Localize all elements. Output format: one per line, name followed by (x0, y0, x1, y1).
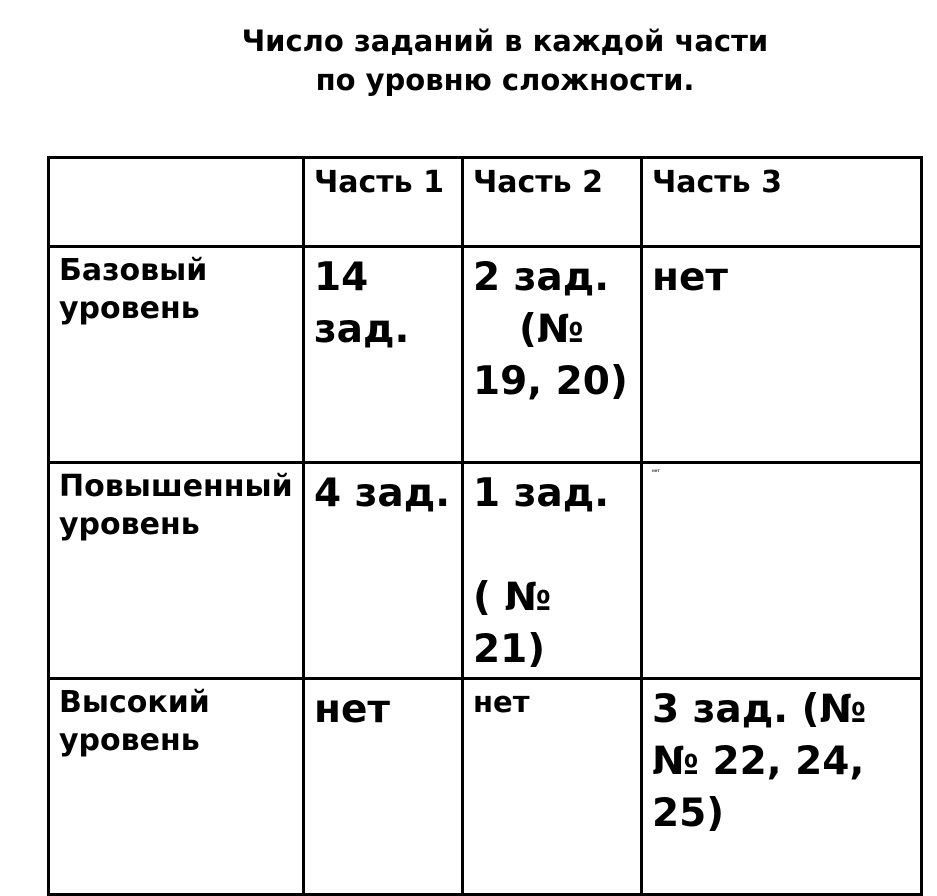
table-row-advanced (49, 463, 922, 679)
cell-basic-part2 (463, 247, 642, 463)
cell-high-part1: нет (304, 679, 463, 895)
cell-advanced-part2-count: 1 зад. (473, 471, 610, 516)
cell-basic-part3: нет (642, 247, 922, 463)
page-title (0, 22, 937, 100)
table-row-high (49, 679, 922, 895)
header-cell-part1: Часть 1 (304, 158, 463, 247)
cell-high-part2: нет (463, 679, 642, 895)
cell-advanced-part2 (463, 463, 642, 679)
cell-basic-part2-count: 2 зад. (473, 255, 610, 300)
cell-basic-part2-numbers: (№ 19, 20) (473, 307, 628, 404)
difficulty-table (47, 156, 923, 896)
header-cell-part2: Часть 2 (463, 158, 642, 247)
cell-advanced-part2-numbers: ( № 21) (473, 575, 552, 672)
title-line-1: Число заданий в каждой части (241, 24, 769, 58)
title-line-2: по уровню сложности. (315, 63, 695, 97)
row-label-advanced: Повышенный уровень (49, 463, 304, 679)
row-label-high: Высокий уровень (49, 679, 304, 895)
cell-advanced-part3: нет (642, 463, 922, 679)
cell-advanced-part2-gap (473, 520, 632, 572)
table-row-basic (49, 247, 922, 463)
header-cell-empty (49, 158, 304, 247)
cell-high-part3: 3 зад. (№ № 22, 24, 25) (642, 679, 922, 895)
row-label-basic: Базовый уровень (49, 247, 304, 463)
table-header-row (49, 158, 922, 247)
header-cell-part3: Часть 3 (642, 158, 922, 247)
cell-advanced-part1: 4 зад. (304, 463, 463, 679)
cell-basic-part1: 14 зад. (304, 247, 463, 463)
